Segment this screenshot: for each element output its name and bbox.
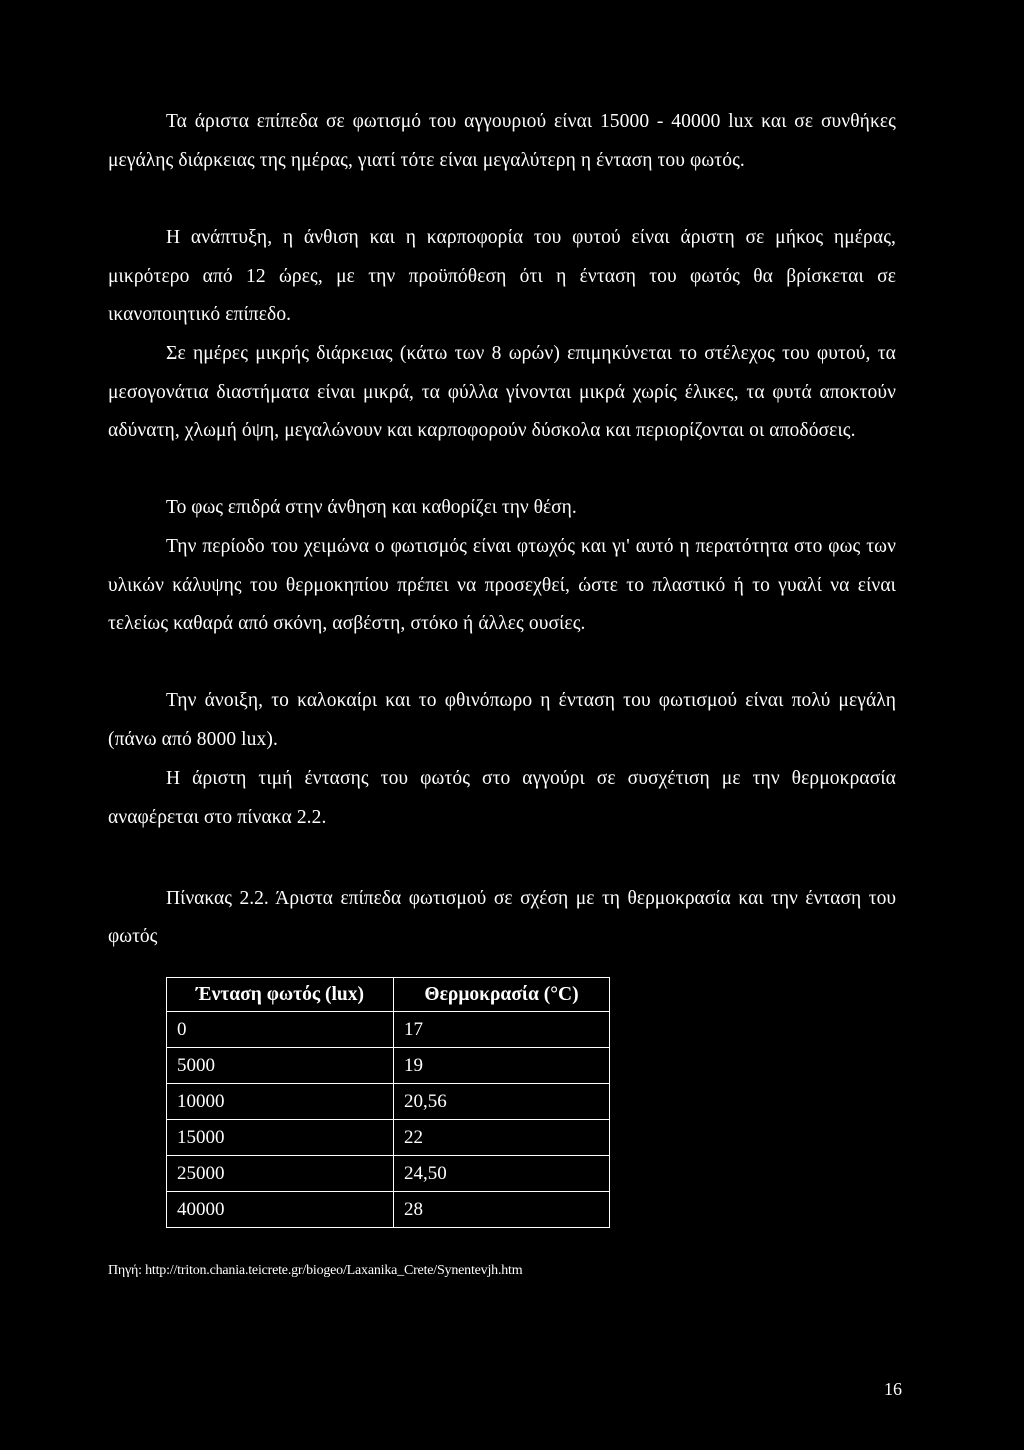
- table-source-link[interactable]: Πηγή: http://triton.chania.teicrete.gr/biogeo/Laxanika_Crete/Synentevjh.htm: [108, 1263, 523, 1278]
- paragraph-table-reference: Η άριστη τιμή έντασης του φωτός στο αγγούρι σε συσχέτιση με την θερμοκρασία αναφέρεται στο πίνακα 2.2.: [108, 768, 896, 828]
- column-header-light-intensity: Ένταση φωτός (lux): [167, 978, 394, 1012]
- cell-temperature: 19: [394, 1048, 610, 1084]
- cell-temperature: 20,56: [394, 1084, 610, 1120]
- cell-light-intensity: 10000: [167, 1084, 394, 1120]
- paragraph-flowering: Το φως επιδρά στην άνθηση και καθορίζει την θέση.: [166, 497, 577, 518]
- table-row: [167, 1192, 610, 1228]
- page-number: 16: [884, 1379, 902, 1399]
- table-row: [167, 1156, 610, 1192]
- cell-light-intensity: 0: [167, 1012, 394, 1048]
- table-row: [167, 1120, 610, 1156]
- table-caption: Πίνακας 2.2. Άριστα επίπεδα φωτισμού σε σχέση με τη θερμοκρασία και την ένταση του φωτός: [108, 888, 896, 947]
- paragraph-short-days: Σε ημέρες μικρής διάρκειας (κάτω των 8 ωρών) επιμηκύνεται το στέλεχος του φυτού, τα μεσογονάτια διαστήματα είναι μικρά, τα φύλλα γίνονται μικρά χωρίς έλικες, τα φυτά αποκτούν αδύνατη, χλωμή όψη, μεγαλώνουν και καρποφορούν δύσκολα και περιορίζονται οι αποδόσεις.: [108, 343, 896, 441]
- cell-light-intensity: 40000: [167, 1192, 394, 1228]
- cell-temperature: 24,50: [394, 1156, 610, 1192]
- cell-light-intensity: 25000: [167, 1156, 394, 1192]
- cell-temperature: 28: [394, 1192, 610, 1228]
- table-row: [167, 1012, 610, 1048]
- cell-temperature: 17: [394, 1012, 610, 1048]
- cell-light-intensity: 5000: [167, 1048, 394, 1084]
- light-temperature-table: [166, 977, 610, 1228]
- column-header-temperature: Θερμοκρασία (°C): [394, 978, 610, 1012]
- paragraph-winter-lighting: Την περίοδο του χειμώνα ο φωτισμός είναι φτωχός και γι' αυτό η περατότητα στο φως των υλικών κάλυψης του θερμοκηπίου πρέπει να προσεχθεί, ώστε το πλαστικό ή το γυαλί να είναι τελείως καθαρά από σκόνη, ασβέστη, στόκο ή άλλες ουσίες.: [108, 536, 896, 634]
- table-row: [167, 1084, 610, 1120]
- cell-temperature: 22: [394, 1120, 610, 1156]
- table-header-row: [167, 978, 610, 1012]
- table-row: [167, 1048, 610, 1084]
- paragraph-spring-summer: Την άνοιξη, το καλοκαίρι και το φθινόπωρο η ένταση του φωτισμού είναι πολύ μεγάλη (πάνω από 8000 lux).: [108, 690, 896, 750]
- paragraph-day-length: Η ανάπτυξη, η άνθιση και η καρποφορία του φυτού είναι άριστη σε μήκος ημέρας, μικρότερο από 12 ώρες, με την προϋπόθεση ότι η ένταση του φωτός θα βρίσκεται σε ικανοποιητικό επίπεδο.: [108, 227, 896, 325]
- paragraph-light-levels: Τα άριστα επίπεδα σε φωτισμό του αγγουριού είναι 15000 - 40000 lux και σε συνθήκες μεγάλης διάρκειας της ημέρας, γιατί τότε είναι μεγαλύτερη η ένταση του φωτός.: [108, 111, 896, 171]
- cell-light-intensity: 15000: [167, 1120, 394, 1156]
